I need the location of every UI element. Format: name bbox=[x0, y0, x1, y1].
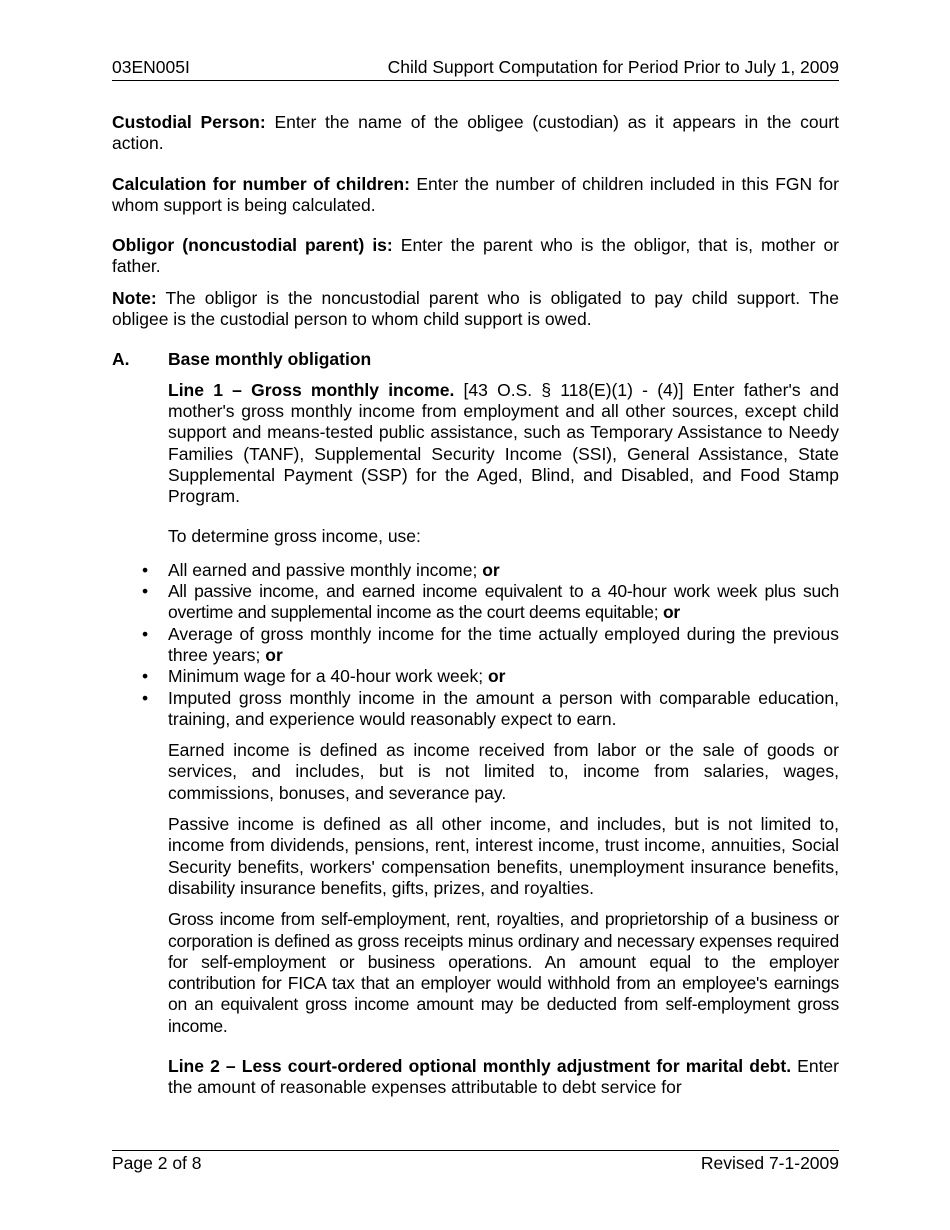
page-footer bbox=[112, 1150, 839, 1174]
income-bullet-list bbox=[112, 560, 839, 730]
list-item: • Imputed gross monthly income in the amount a person with comparable education, training, and experience would reasonably expect to earn. bbox=[142, 687, 839, 729]
term: Calculation for number of children: bbox=[112, 173, 410, 194]
line2-paragraph: Line 2 – Less court-ordered optional monthly adjustment for marital debt. Enter the amount of reasonable expenses attributable to debt service for bbox=[168, 1055, 839, 1098]
line1-paragraph: Line 1 – Gross monthly income. [43 O.S. § 118(E)(1) - (4)] Enter father's and mother's gross monthly income from employment and all other sources, except child support and means-tested public assistance, such as Temporary Assistance to Needy Families (TANF), Supplemental Security Income (SSI), General Assistance, State Supplemental Payment (SSP) for the Aged, Blind, and Disabled, and Food Stamp Program. bbox=[168, 379, 839, 507]
section-a-heading bbox=[112, 349, 839, 370]
page-header bbox=[112, 56, 839, 81]
list-item: • All earned and passive monthly income; or bbox=[142, 559, 500, 580]
obligor-paragraph: Obligor (noncustodial parent) is: Enter the parent who is the obligor, that is, mother or father. bbox=[112, 235, 840, 277]
document-page bbox=[112, 0, 839, 1230]
section-a-definitions bbox=[168, 740, 839, 1098]
self-employment-paragraph: Gross income from self-employment, rent, royalties, and proprietorship of a business or corporation is defined as gross receipts minus ordinary and necessary expenses required for self-employment or business operations. An amount equal to the employer contribution for FICA tax that an employer would withhold from an employee's earnings on an equivalent gross income amount may be deducted from self-employment gross income. bbox=[168, 909, 839, 1036]
custodial-person-paragraph: Custodial Person: Enter the name of the obligee (custodian) as it appears in the court action. bbox=[112, 112, 839, 154]
earned-income-paragraph: Earned income is defined as income received from labor or the sale of goods or services, and includes, but is not limited to, income from salaries, wages, commissions, bonuses, and severance pay. bbox=[168, 740, 839, 803]
list-item: • All passive income, and earned income equivalent to a 40-hour work week plus such overtime and supplemental income as the court deems equitable; or bbox=[142, 581, 839, 623]
term: Obligor (noncustodial parent) is: bbox=[112, 235, 393, 256]
page-number: Page 2 of 8 bbox=[112, 1153, 202, 1173]
document-body bbox=[112, 112, 839, 1099]
section-letter: A. bbox=[112, 349, 130, 370]
passive-income-paragraph: Passive income is defined as all other income, and includes, but is not limited to, income from dividends, pensions, rent, interest income, trust income, annuities, Social Security benefits, workers' compensation benefits, unemployment insurance benefits, disability insurance benefits, gifts, prizes, and royalties. bbox=[168, 814, 839, 898]
section-title: Base monthly obligation bbox=[168, 349, 372, 370]
note-paragraph: Note: The obligor is the noncustodial parent who is obligated to pay child support. The obligee is the custodial person to whom child support is owed. bbox=[112, 287, 839, 330]
number-of-children-paragraph: Calculation for number of children: Enter the number of children included in this FGN for whom support is being calculated. bbox=[112, 173, 839, 215]
list-item: • Average of gross monthly income for the time actually employed during the previous three years; or bbox=[142, 623, 839, 665]
section-a-content bbox=[168, 380, 839, 548]
determine-income-paragraph: To determine gross income, use: bbox=[168, 526, 421, 547]
term: Line 1 – Gross monthly income. bbox=[168, 379, 455, 400]
revision-date: Revised 7-1-2009 bbox=[700, 1153, 839, 1173]
term: Line 2 – Less court-ordered optional monthly adjustment for marital debt. bbox=[168, 1055, 792, 1076]
term: Custodial Person: bbox=[112, 112, 266, 132]
list-item: • Minimum wage for a 40-hour work week; or bbox=[142, 666, 506, 687]
document-code: 03EN005I bbox=[112, 57, 190, 77]
document-title: Child Support Computation for Period Prior to July 1, 2009 bbox=[387, 57, 839, 77]
term: Note: bbox=[112, 287, 157, 308]
